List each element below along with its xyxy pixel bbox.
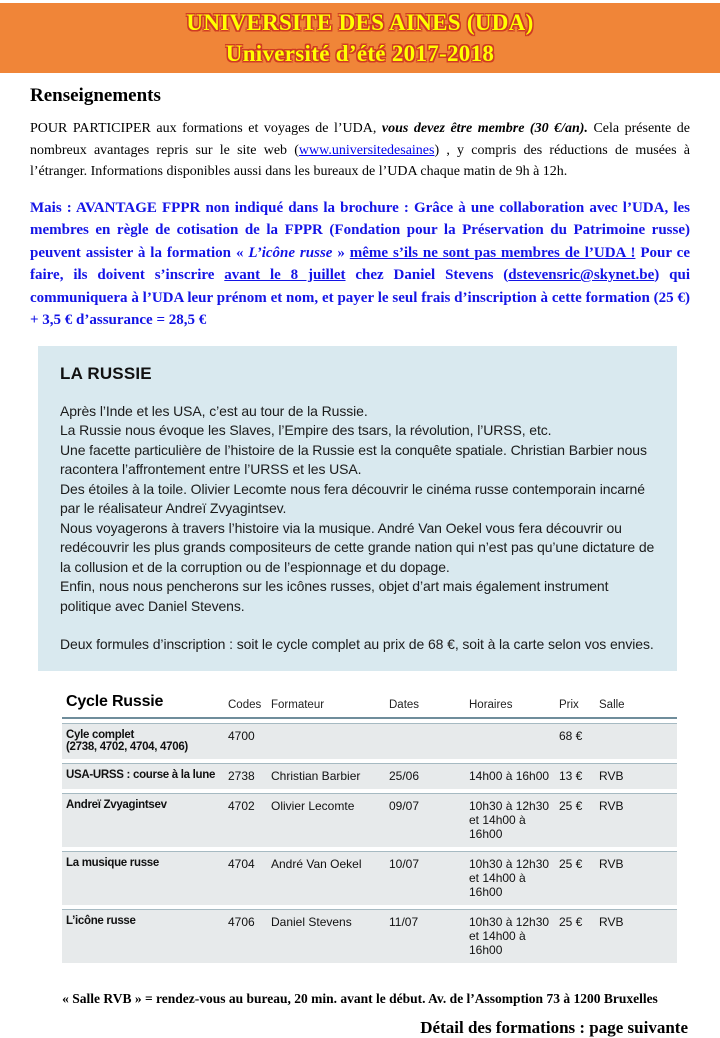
cell-prix: 68 € (555, 723, 595, 759)
russia-paragraph: Une facette particulière de l’histoire de la Russie est la conquête spatiale. Christian Barbier nous racontera l’affrontement entre l’URSS et les USA. (60, 441, 647, 477)
formation-codes-list: (2738, 4702, 4704, 4706) (66, 740, 188, 753)
cell-formation: USA-URSS : course à la lune (62, 763, 224, 789)
cell-salle: RVB (595, 793, 677, 847)
deadline-underline: avant le 8 juillet (224, 267, 346, 283)
table-row (62, 723, 677, 759)
cell-salle: RVB (595, 851, 677, 905)
cell-formation: Andreï Zvyagintsev (62, 793, 224, 847)
cell-date: 10/07 (385, 851, 465, 905)
banner-title-line1: UNIVERSITE DES AINES (UDA) (186, 10, 534, 35)
intro-text-1: POUR PARTICIPER aux formations et voyages de l’UDA, (30, 121, 382, 136)
cell-prix: 25 € (555, 793, 595, 847)
cell-formateur (267, 723, 385, 759)
document-body (0, 85, 720, 1038)
cell-formateur: Daniel Stevens (267, 909, 385, 963)
cell-formateur: Olivier Lecomte (267, 793, 385, 847)
russia-paragraph: Après l’Inde et les USA, c’est au tour de la Russie. (60, 402, 368, 419)
russia-paragraph: Des étoiles à la toile. Olivier Lecomte nous fera découvrir le cinéma russe contemporain incarné par le réalisateur Andreï Zvyagintsev. (60, 480, 645, 516)
cell-horaire: 10h30 à 12h30 et 14h00 à 16h00 (465, 793, 555, 847)
section-title: Renseignements (30, 85, 161, 106)
cell-horaire: 10h30 à 12h30 et 14h00 à 16h00 (465, 851, 555, 905)
cell-salle: RVB (595, 909, 677, 963)
cell-date (385, 723, 465, 759)
advantage-text-5: ) qui communiquera à l’UDA leur prénom et nom, et payer le seul frais d’inscription à cette formation (25 €) + 3,5 € d’assurance = 28,5 € (30, 267, 691, 328)
table-row (62, 909, 677, 963)
table-row (62, 763, 677, 789)
column-header-salle: Salle (595, 691, 677, 719)
cell-date: 25/06 (385, 763, 465, 789)
banner-title-line2: Université d’été 2017-2018 (225, 41, 495, 66)
cell-horaire: 14h00 à 16h00 (465, 763, 555, 789)
cell-code: 4700 (224, 723, 267, 759)
russia-paragraph: Enfin, nous nous pencherons sur les icônes russes, objet d’art mais également instrument politique avec Daniel Stevens. (60, 578, 609, 614)
cell-code: 2738 (224, 763, 267, 789)
cell-code: 4706 (224, 909, 267, 963)
table-row (62, 793, 677, 847)
advantage-text-1: Mais : AVANTAGE FPPR non indiqué dans la brochure : Grâce à une collaboration avec l’UDA, les membres en règle de cotisation de la FPPR (Fondation pour la Préservation du Patrimoine russe) peuvent assister à la formation « (30, 199, 690, 261)
russia-info-box (38, 346, 677, 671)
intro-paragraph (30, 118, 690, 183)
table-row (62, 851, 677, 905)
advantage-text-2: » (332, 244, 350, 261)
header-banner (0, 3, 720, 73)
cell-formateur: Christian Barbier (267, 763, 385, 789)
cell-prix: 13 € (555, 763, 595, 789)
advantage-paragraph (30, 197, 690, 332)
column-header-codes: Codes (224, 691, 267, 719)
column-header-horaires: Horaires (465, 691, 555, 719)
cell-code: 4704 (224, 851, 267, 905)
table-header-row (62, 691, 677, 719)
column-header-prix: Prix (555, 691, 595, 719)
membership-emphasis: vous devez être membre (30 €/an). (381, 121, 588, 136)
intro-text-2: Cela présente de nombreux avantages repris sur le site web ( (30, 121, 690, 158)
cell-horaire: 10h30 à 12h30 et 14h00 à 16h00 (465, 909, 555, 963)
advantage-text-4: chez Daniel Stevens ( (345, 267, 509, 283)
column-header-formateur: Formateur (267, 691, 385, 719)
intro-text-3: ) , y compris des réductions de musées à l’étranger. Informations disponibles aussi dans les bureaux de l’UDA chaque matin de 9h à 12h. (30, 142, 690, 179)
formation-name: Cyle complet (66, 728, 134, 741)
cell-horaire (465, 723, 555, 759)
table-title: Cycle Russie (62, 691, 224, 719)
salle-note: « Salle RVB » = rendez-vous au bureau, 20 min. avant le début. Av. de l’Assomption 73 à 1200 Bruxelles (62, 990, 658, 1006)
cell-salle (595, 723, 677, 759)
russia-box-title: LA RUSSIE (60, 363, 152, 383)
russia-paragraph: La Russie nous évoque les Slaves, l’Empire des tsars, la révolution, l’URSS, etc. (60, 422, 552, 438)
cell-salle: RVB (595, 763, 677, 789)
email-link[interactable]: dstevensric@skynet.be (508, 267, 655, 283)
cell-date: 09/07 (385, 793, 465, 847)
cell-date: 11/07 (385, 909, 465, 963)
cell-formation: L’icône russe (62, 909, 224, 963)
advantage-text-3: Pour ce faire, ils doivent s’inscrire (30, 244, 690, 283)
next-page-note: Détail des formations : page suivante (420, 1017, 688, 1037)
cell-formation: La musique russe (62, 851, 224, 905)
website-link[interactable]: www.universitedesaines (298, 142, 435, 158)
cell-prix: 25 € (555, 909, 595, 963)
cell-formateur: André Van Oekel (267, 851, 385, 905)
cell-formation (62, 723, 224, 759)
russia-pricing-note: Deux formules d’inscription : soit le cycle complet au prix de 68 €, soit à la carte selon vos envies. (60, 636, 654, 652)
cell-code: 4702 (224, 793, 267, 847)
course-name-emphasis: L’icône russe (248, 244, 333, 261)
column-header-dates: Dates (385, 691, 465, 719)
non-member-underline: même s’ils ne sont pas membres de l’UDA ! (349, 244, 636, 261)
russia-paragraph: Nous voyagerons à travers l’histoire via la musique. André Van Oekel vous fera découvrir ou redécouvrir les plus grands compositeurs de cette grande nation qui n’est pas qu’une dictature de la collusion et de la corruption ou de l’espionnage et du dopage. (60, 519, 655, 575)
cell-prix: 25 € (555, 851, 595, 905)
